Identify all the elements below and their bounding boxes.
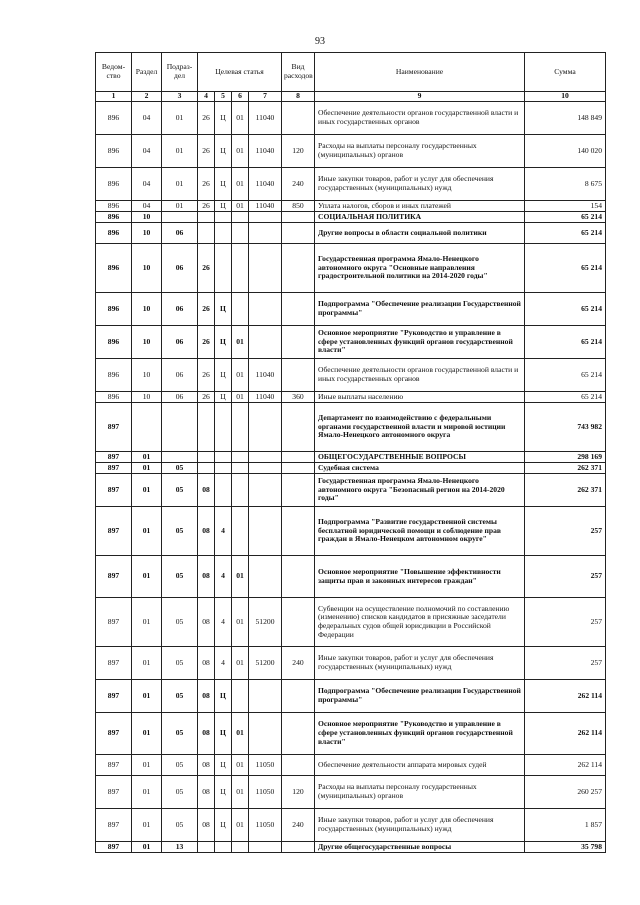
- row-code-cell: 05: [162, 474, 198, 507]
- row-code-cell: [232, 474, 249, 507]
- row-code-cell: [215, 244, 232, 293]
- row-code-cell: [282, 223, 315, 244]
- row-code-cell: 05: [162, 680, 198, 713]
- row-code-cell: 01: [132, 647, 162, 680]
- row-name-cell: Уплата налогов, сборов и иных платежей: [315, 201, 525, 212]
- row-code-cell: 01: [232, 326, 249, 359]
- row-code-cell: 897: [96, 755, 132, 776]
- row-code-cell: 897: [96, 452, 132, 463]
- row-code-cell: [282, 842, 315, 853]
- row-code-cell: 11040: [249, 359, 282, 392]
- row-amount-cell: 154: [525, 201, 606, 212]
- row-code-cell: 01: [232, 647, 249, 680]
- row-code-cell: 05: [162, 647, 198, 680]
- row-code-cell: Ц: [215, 680, 232, 713]
- row-code-cell: 01: [132, 776, 162, 809]
- row-amount-cell: 65 214: [525, 293, 606, 326]
- row-code-cell: [249, 842, 282, 853]
- col-num: 1: [96, 92, 132, 102]
- table-row: [96, 201, 606, 212]
- row-code-cell: 08: [198, 556, 215, 598]
- row-code-cell: 10: [132, 326, 162, 359]
- row-code-cell: 05: [162, 755, 198, 776]
- row-code-cell: 01: [132, 474, 162, 507]
- row-code-cell: 11040: [249, 168, 282, 201]
- table-row: [96, 842, 606, 853]
- row-name-cell: Государственная программа Ямало-Ненецкого автономного округа "Безопасный регион на 2014-2020 годы": [315, 474, 525, 507]
- row-amount-cell: 65 214: [525, 392, 606, 403]
- row-code-cell: [249, 474, 282, 507]
- row-code-cell: 04: [132, 201, 162, 212]
- row-code-cell: 120: [282, 135, 315, 168]
- row-code-cell: 26: [198, 135, 215, 168]
- table-row: [96, 102, 606, 135]
- row-code-cell: [282, 452, 315, 463]
- row-code-cell: [232, 463, 249, 474]
- table-row: [96, 556, 606, 598]
- row-name-cell: Государственная программа Ямало-Ненецкого автономного округа "Основные направления градостроительной политики на 2014-2020 годы": [315, 244, 525, 293]
- table-row: [96, 647, 606, 680]
- row-amount-cell: 1 857: [525, 809, 606, 842]
- row-code-cell: [232, 507, 249, 556]
- row-code-cell: [215, 474, 232, 507]
- row-code-cell: [282, 326, 315, 359]
- table-row: [96, 463, 606, 474]
- row-code-cell: 13: [162, 842, 198, 853]
- header-name: Наименование: [315, 53, 525, 92]
- col-num: 6: [232, 92, 249, 102]
- row-code-cell: 11050: [249, 776, 282, 809]
- row-code-cell: [282, 755, 315, 776]
- row-name-cell: Расходы на выплаты персоналу государственных (муниципальных) органов: [315, 776, 525, 809]
- row-name-cell: Основное мероприятие "Руководство и управление в сфере установленных функций органов государственной власти": [315, 326, 525, 359]
- row-code-cell: [249, 293, 282, 326]
- row-code-cell: 08: [198, 598, 215, 647]
- row-amount-cell: 257: [525, 647, 606, 680]
- row-code-cell: [282, 713, 315, 755]
- row-code-cell: 01: [132, 598, 162, 647]
- row-code-cell: Ц: [215, 293, 232, 326]
- row-code-cell: [132, 403, 162, 452]
- row-code-cell: [215, 403, 232, 452]
- row-code-cell: 06: [162, 392, 198, 403]
- col-num: 2: [132, 92, 162, 102]
- row-code-cell: [282, 212, 315, 223]
- row-code-cell: 897: [96, 403, 132, 452]
- row-code-cell: 08: [198, 713, 215, 755]
- row-code-cell: 896: [96, 326, 132, 359]
- row-code-cell: [232, 403, 249, 452]
- row-code-cell: 10: [132, 392, 162, 403]
- header-section: Раздел: [132, 53, 162, 92]
- row-amount-cell: 65 214: [525, 223, 606, 244]
- row-amount-cell: 260 257: [525, 776, 606, 809]
- col-num: 8: [282, 92, 315, 102]
- row-code-cell: 01: [232, 809, 249, 842]
- row-code-cell: 51200: [249, 598, 282, 647]
- row-name-cell: Подпрограмма "Обеспечение реализации Государственной программы": [315, 293, 525, 326]
- row-code-cell: 01: [232, 556, 249, 598]
- row-amount-cell: 257: [525, 598, 606, 647]
- row-amount-cell: 8 675: [525, 168, 606, 201]
- table-row: [96, 359, 606, 392]
- row-code-cell: 01: [132, 463, 162, 474]
- row-code-cell: 897: [96, 463, 132, 474]
- row-code-cell: 897: [96, 809, 132, 842]
- header-subsection: Подраз-дел: [162, 53, 198, 92]
- row-name-cell: СОЦИАЛЬНАЯ ПОЛИТИКА: [315, 212, 525, 223]
- table-row: [96, 403, 606, 452]
- row-code-cell: [249, 452, 282, 463]
- row-code-cell: 896: [96, 102, 132, 135]
- row-amount-cell: 35 798: [525, 842, 606, 853]
- row-code-cell: [198, 403, 215, 452]
- row-amount-cell: 65 214: [525, 359, 606, 392]
- row-name-cell: Подпрограмма "Обеспечение реализации Государственной программы": [315, 680, 525, 713]
- header-exp-type: Вид расходов: [282, 53, 315, 92]
- row-code-cell: Ц: [215, 809, 232, 842]
- row-code-cell: [232, 680, 249, 713]
- row-amount-cell: 262 371: [525, 474, 606, 507]
- row-code-cell: Ц: [215, 201, 232, 212]
- row-code-cell: 01: [162, 201, 198, 212]
- row-code-cell: [198, 212, 215, 223]
- header-amount: Сумма: [525, 53, 606, 92]
- row-code-cell: 08: [198, 755, 215, 776]
- row-name-cell: Подпрограмма "Развитие государственной системы бесплатной юридической помощи и соблюдение прав граждан в Ямало-Ненецком автономном округе": [315, 507, 525, 556]
- row-code-cell: 01: [132, 556, 162, 598]
- table-row: [96, 135, 606, 168]
- row-name-cell: ОБЩЕГОСУДАРСТВЕННЫЕ ВОПРОСЫ: [315, 452, 525, 463]
- row-code-cell: 240: [282, 809, 315, 842]
- row-name-cell: Другие общегосударственные вопросы: [315, 842, 525, 853]
- row-code-cell: 11040: [249, 102, 282, 135]
- row-amount-cell: 65 214: [525, 212, 606, 223]
- row-code-cell: [249, 507, 282, 556]
- row-code-cell: [249, 244, 282, 293]
- row-code-cell: 01: [232, 359, 249, 392]
- row-amount-cell: 262 371: [525, 463, 606, 474]
- row-code-cell: [249, 223, 282, 244]
- header-row: [96, 53, 606, 92]
- row-code-cell: 08: [198, 776, 215, 809]
- row-name-cell: Основное мероприятие "Руководство и управление в сфере установленных функций органов государственной власти": [315, 713, 525, 755]
- row-code-cell: [215, 463, 232, 474]
- row-code-cell: 01: [162, 135, 198, 168]
- row-amount-cell: 257: [525, 507, 606, 556]
- row-code-cell: [249, 326, 282, 359]
- row-code-cell: 897: [96, 556, 132, 598]
- row-code-cell: 897: [96, 713, 132, 755]
- row-code-cell: [282, 556, 315, 598]
- row-code-cell: 06: [162, 244, 198, 293]
- row-code-cell: 10: [132, 293, 162, 326]
- row-code-cell: 51200: [249, 647, 282, 680]
- col-num: 10: [525, 92, 606, 102]
- row-code-cell: [249, 212, 282, 223]
- row-code-cell: 896: [96, 212, 132, 223]
- col-num: 7: [249, 92, 282, 102]
- row-name-cell: Судебная система: [315, 463, 525, 474]
- row-code-cell: 896: [96, 392, 132, 403]
- row-code-cell: 06: [162, 293, 198, 326]
- row-code-cell: [215, 452, 232, 463]
- table-row: [96, 776, 606, 809]
- row-code-cell: [232, 223, 249, 244]
- table-row: [96, 452, 606, 463]
- row-code-cell: 01: [232, 201, 249, 212]
- row-code-cell: 11040: [249, 392, 282, 403]
- col-num: 5: [215, 92, 232, 102]
- row-amount-cell: 65 214: [525, 244, 606, 293]
- row-code-cell: [198, 463, 215, 474]
- row-amount-cell: 262 114: [525, 713, 606, 755]
- row-amount-cell: 262 114: [525, 755, 606, 776]
- row-code-cell: 05: [162, 713, 198, 755]
- row-name-cell: Обеспечение деятельности аппарата мировых судей: [315, 755, 525, 776]
- row-amount-cell: 262 114: [525, 680, 606, 713]
- row-code-cell: Ц: [215, 359, 232, 392]
- row-code-cell: 01: [132, 842, 162, 853]
- row-code-cell: [282, 598, 315, 647]
- row-name-cell: Расходы на выплаты персоналу государственных (муниципальных) органов: [315, 135, 525, 168]
- row-code-cell: 08: [198, 680, 215, 713]
- row-amount-cell: 743 982: [525, 403, 606, 452]
- row-amount-cell: 257: [525, 556, 606, 598]
- row-code-cell: [215, 212, 232, 223]
- row-code-cell: 26: [198, 392, 215, 403]
- row-code-cell: 01: [232, 168, 249, 201]
- row-code-cell: 01: [132, 507, 162, 556]
- row-code-cell: 896: [96, 201, 132, 212]
- row-code-cell: [198, 842, 215, 853]
- row-code-cell: 08: [198, 507, 215, 556]
- row-code-cell: 10: [132, 212, 162, 223]
- row-code-cell: [198, 223, 215, 244]
- row-code-cell: 26: [198, 168, 215, 201]
- row-code-cell: 01: [162, 168, 198, 201]
- row-code-cell: 896: [96, 168, 132, 201]
- row-amount-cell: 148 849: [525, 102, 606, 135]
- row-code-cell: 896: [96, 135, 132, 168]
- row-code-cell: 896: [96, 359, 132, 392]
- row-code-cell: [282, 474, 315, 507]
- row-code-cell: 897: [96, 647, 132, 680]
- row-code-cell: 01: [232, 135, 249, 168]
- table-row: [96, 212, 606, 223]
- row-code-cell: 4: [215, 598, 232, 647]
- row-code-cell: [198, 452, 215, 463]
- row-code-cell: 897: [96, 680, 132, 713]
- row-code-cell: [232, 244, 249, 293]
- table-row: [96, 223, 606, 244]
- row-code-cell: 850: [282, 201, 315, 212]
- row-code-cell: 08: [198, 647, 215, 680]
- row-code-cell: 01: [232, 392, 249, 403]
- row-name-cell: Иные закупки товаров, работ и услуг для обеспечения государственных (муниципальных) нужд: [315, 809, 525, 842]
- row-code-cell: 06: [162, 326, 198, 359]
- budget-table: [95, 52, 606, 853]
- row-code-cell: Ц: [215, 326, 232, 359]
- row-code-cell: 26: [198, 293, 215, 326]
- row-code-cell: [282, 293, 315, 326]
- table-row: [96, 474, 606, 507]
- row-code-cell: 4: [215, 507, 232, 556]
- table-row: [96, 507, 606, 556]
- row-code-cell: 05: [162, 809, 198, 842]
- row-code-cell: Ц: [215, 102, 232, 135]
- row-code-cell: [232, 293, 249, 326]
- row-code-cell: 01: [132, 713, 162, 755]
- row-code-cell: 10: [132, 223, 162, 244]
- row-code-cell: [249, 713, 282, 755]
- row-code-cell: 4: [215, 647, 232, 680]
- row-code-cell: 897: [96, 474, 132, 507]
- row-code-cell: 01: [232, 598, 249, 647]
- row-name-cell: Обеспечение деятельности органов государственной власти и иных государственных органов: [315, 102, 525, 135]
- row-code-cell: [249, 556, 282, 598]
- row-name-cell: Иные закупки товаров, работ и услуг для обеспечения государственных (муниципальных) нужд: [315, 647, 525, 680]
- row-code-cell: [249, 463, 282, 474]
- row-code-cell: 06: [162, 223, 198, 244]
- row-code-cell: 08: [198, 474, 215, 507]
- row-code-cell: 01: [232, 776, 249, 809]
- row-code-cell: 897: [96, 842, 132, 853]
- row-code-cell: 10: [132, 244, 162, 293]
- column-number-row: [96, 92, 606, 102]
- row-code-cell: [249, 403, 282, 452]
- row-code-cell: 897: [96, 507, 132, 556]
- row-name-cell: Иные выплаты населению: [315, 392, 525, 403]
- row-code-cell: [232, 212, 249, 223]
- row-code-cell: 26: [198, 359, 215, 392]
- row-code-cell: [282, 359, 315, 392]
- row-name-cell: Иные закупки товаров, работ и услуг для обеспечения государственных (муниципальных) нужд: [315, 168, 525, 201]
- table-row: [96, 244, 606, 293]
- row-code-cell: Ц: [215, 392, 232, 403]
- row-code-cell: [232, 842, 249, 853]
- row-amount-cell: 65 214: [525, 326, 606, 359]
- row-code-cell: [282, 244, 315, 293]
- table-row: [96, 598, 606, 647]
- row-code-cell: 05: [162, 776, 198, 809]
- row-code-cell: [162, 452, 198, 463]
- row-code-cell: 01: [132, 809, 162, 842]
- row-code-cell: 04: [132, 168, 162, 201]
- row-code-cell: 360: [282, 392, 315, 403]
- table-row: [96, 168, 606, 201]
- row-code-cell: 04: [132, 102, 162, 135]
- row-code-cell: [162, 212, 198, 223]
- header-target: Целевая статья: [198, 53, 282, 92]
- row-code-cell: 120: [282, 776, 315, 809]
- row-code-cell: 01: [162, 102, 198, 135]
- row-code-cell: 06: [162, 359, 198, 392]
- row-code-cell: 240: [282, 168, 315, 201]
- table-row: [96, 326, 606, 359]
- row-amount-cell: 140 020: [525, 135, 606, 168]
- table-row: [96, 809, 606, 842]
- row-code-cell: [249, 680, 282, 713]
- col-num: 4: [198, 92, 215, 102]
- table-row: [96, 755, 606, 776]
- row-code-cell: Ц: [215, 755, 232, 776]
- row-code-cell: 05: [162, 556, 198, 598]
- row-name-cell: Основное мероприятие "Повышение эффективности защиты прав и законных интересов граждан": [315, 556, 525, 598]
- row-name-cell: Другие вопросы в области социальной политики: [315, 223, 525, 244]
- row-code-cell: [215, 842, 232, 853]
- row-code-cell: 05: [162, 598, 198, 647]
- row-code-cell: 26: [198, 201, 215, 212]
- row-code-cell: Ц: [215, 713, 232, 755]
- row-code-cell: [282, 403, 315, 452]
- row-code-cell: 11040: [249, 201, 282, 212]
- row-code-cell: 10: [132, 359, 162, 392]
- row-code-cell: 897: [96, 776, 132, 809]
- table-row: [96, 713, 606, 755]
- col-num: 3: [162, 92, 198, 102]
- row-code-cell: 04: [132, 135, 162, 168]
- row-code-cell: 26: [198, 102, 215, 135]
- row-code-cell: 01: [132, 452, 162, 463]
- row-code-cell: [232, 452, 249, 463]
- row-code-cell: 240: [282, 647, 315, 680]
- table-body: [96, 102, 606, 853]
- row-code-cell: 05: [162, 507, 198, 556]
- row-code-cell: [282, 463, 315, 474]
- row-code-cell: 01: [232, 713, 249, 755]
- row-code-cell: 26: [198, 326, 215, 359]
- row-code-cell: 896: [96, 223, 132, 244]
- row-code-cell: 4: [215, 556, 232, 598]
- col-num: 9: [315, 92, 525, 102]
- row-code-cell: 897: [96, 598, 132, 647]
- row-code-cell: 896: [96, 244, 132, 293]
- row-code-cell: 11040: [249, 135, 282, 168]
- row-code-cell: 01: [132, 755, 162, 776]
- row-code-cell: 01: [232, 755, 249, 776]
- row-name-cell: Субвенции на осуществление полномочий по составлению (изменению) списков кандидатов в присяжные заседатели федеральных судов общей юрисдикции в Российской Федерации: [315, 598, 525, 647]
- row-code-cell: [282, 680, 315, 713]
- row-code-cell: [162, 403, 198, 452]
- row-code-cell: [282, 102, 315, 135]
- row-code-cell: 896: [96, 293, 132, 326]
- row-code-cell: 08: [198, 809, 215, 842]
- row-name-cell: Департамент по взаимодействию с федеральными органами государственной власти и мировой юстиции Ямало-Ненецкого автономного округа: [315, 403, 525, 452]
- row-code-cell: Ц: [215, 776, 232, 809]
- row-code-cell: 26: [198, 244, 215, 293]
- row-code-cell: 05: [162, 463, 198, 474]
- row-amount-cell: 298 169: [525, 452, 606, 463]
- row-code-cell: [282, 507, 315, 556]
- page-number: 93: [315, 36, 325, 47]
- table-row: [96, 392, 606, 403]
- row-code-cell: 01: [132, 680, 162, 713]
- row-code-cell: [215, 223, 232, 244]
- row-code-cell: 01: [232, 102, 249, 135]
- table-row: [96, 293, 606, 326]
- row-name-cell: Обеспечение деятельности органов государственной власти и иных государственных органов: [315, 359, 525, 392]
- row-code-cell: Ц: [215, 135, 232, 168]
- header-dept: Ведом-ство: [96, 53, 132, 92]
- row-code-cell: 11050: [249, 809, 282, 842]
- table-row: [96, 680, 606, 713]
- row-code-cell: 11050: [249, 755, 282, 776]
- row-code-cell: Ц: [215, 168, 232, 201]
